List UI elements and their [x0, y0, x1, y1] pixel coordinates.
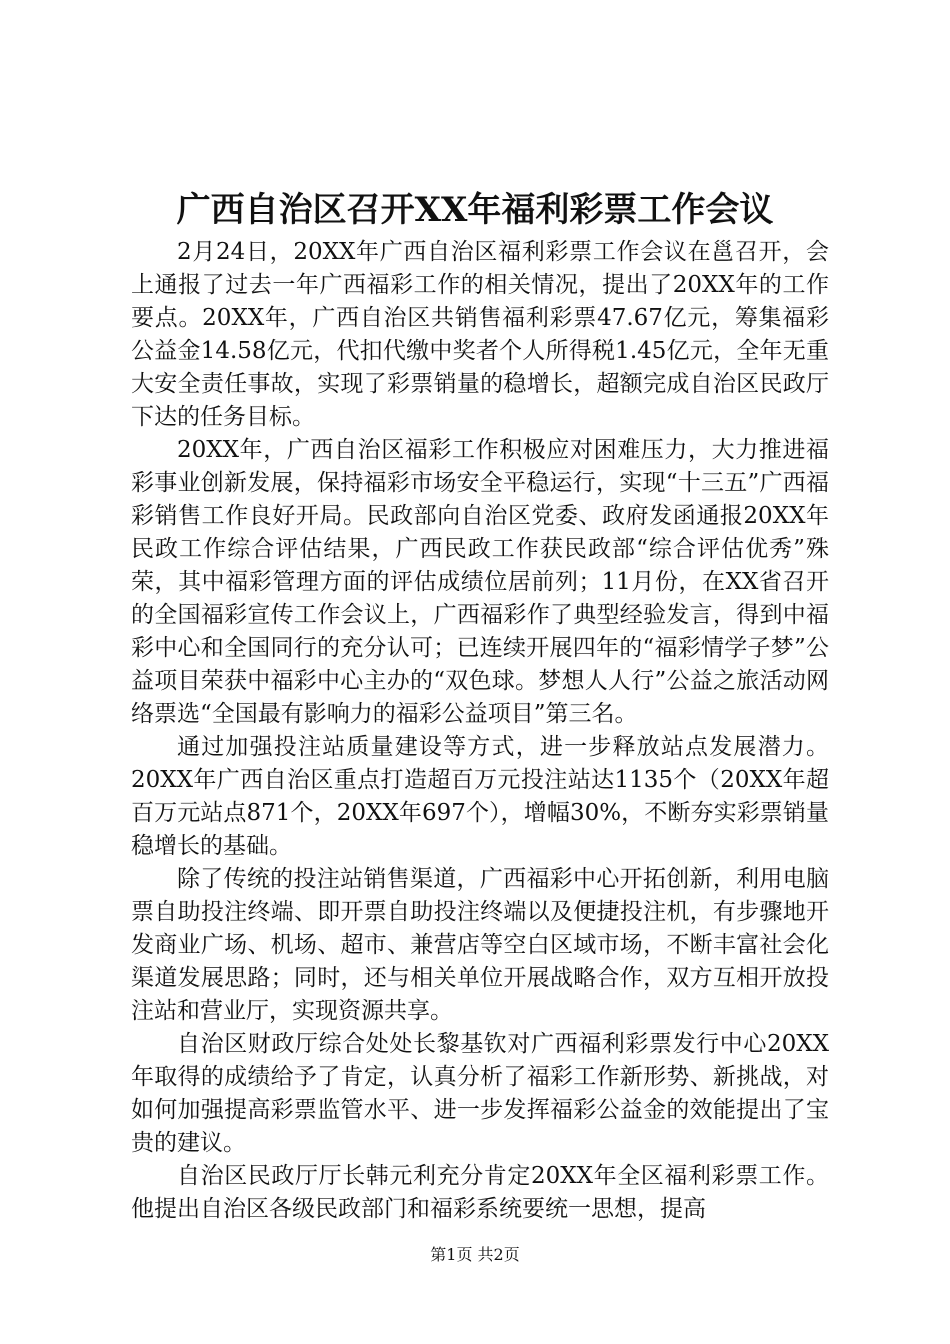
page-number-footer: 第1页 共2页 — [430, 1245, 520, 1264]
paragraph: 自治区民政厅厅长韩元利充分肯定20XX年全区福利彩票工作。他提出自治区各级民政部门和福彩系统要统一思想，提高 — [131, 1163, 829, 1222]
document-body — [131, 236, 829, 1226]
paragraph: 通过加强投注站质量建设等方式，进一步释放站点发展潜力。20XX年广西自治区重点打造超百万元投注站达1135个（20XX年超百万元站点871个，20XX年697个），增幅30%，不断夯实彩票销量稳增长的基础。 — [131, 734, 830, 859]
paragraph: 除了传统的投注站销售渠道，广西福彩中心开拓创新，利用电脑票自助投注终端、即开票自助投注终端以及便捷投注机，有步骤地开发商业广场、机场、超市、兼营店等空白区域市场，不断丰富社会化渠道发展思路；同时，还与相关单位开展战略合作，双方互相开放投注站和营业厅，实现资源共享。 — [131, 866, 829, 1024]
paragraph: 自治区财政厅综合处处长黎基钦对广西福利彩票发行中心20XX年取得的成绩给予了肯定，认真分析了福彩工作新形势、新挑战，对如何加强提高彩票监管水平、进一步发挥福彩公益金的效能提出了宝贵的建议。 — [131, 1031, 829, 1156]
paragraph: 20XX年，广西自治区福彩工作积极应对困难压力，大力推进福彩事业创新发展，保持福彩市场安全平稳运行，实现“十三五”广西福彩销售工作良好开局。民政部向自治区党委、政府发函通报20XX年民政工作综合评估结果，广西民政工作获民政部“综合评估优秀”殊荣，其中福彩管理方面的评估成绩位居前列；11月份，在XX省召开的全国福彩宣传工作会议上，广西福彩作了典型经验发言，得到中福彩中心和全国同行的充分认可；已连续开展四年的“福彩情学子梦”公益项目荣获中福彩中心主办的“双色球。梦想人人行”公益之旅活动网络票选“全国最有影响力的福彩公益项目”第三名。 — [131, 437, 829, 727]
paragraph: 2月24日，20XX年广西自治区福利彩票工作会议在邕召开，会上通报了过去一年广西福彩工作的相关情况，提出了20XX年的工作要点。20XX年，广西自治区共销售福利彩票47.67亿元，筹集福彩公益金14.58亿元，代扣代缴中奖者个人所得税1.45亿元，全年无重大安全责任事故，实现了彩票销量的稳增长，超额完成自治区民政厅下达的任务目标。 — [131, 239, 829, 430]
document-title: 广西自治区召开XX年福利彩票工作会议 — [176, 190, 774, 230]
